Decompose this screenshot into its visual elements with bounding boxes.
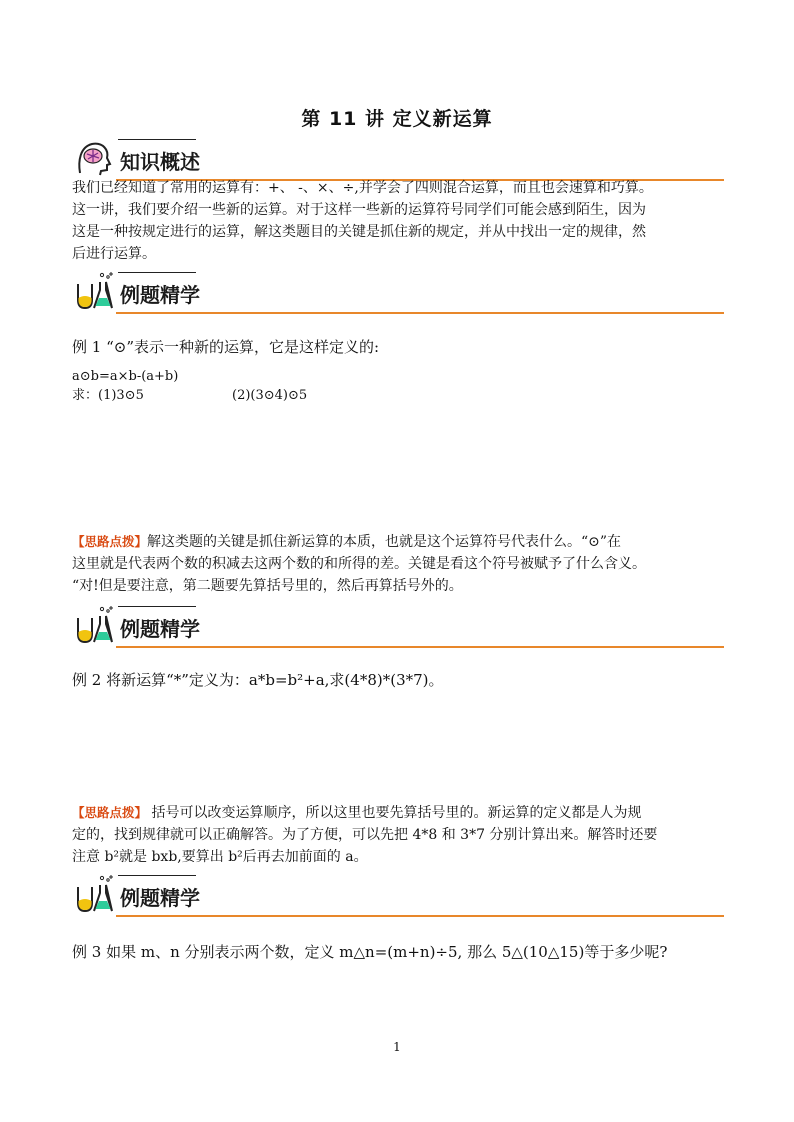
example-1-hint: [72, 531, 724, 597]
flask-icon: [72, 270, 114, 312]
section-header-example-2: [72, 604, 724, 650]
hint-tag: 【思路点拨】: [72, 534, 148, 549]
page-number: 1: [393, 1040, 401, 1054]
intro-line: 后进行运算。: [72, 246, 156, 262]
example-1-definition: a⊙b=a×b-(a+b): [72, 369, 179, 384]
hint-line: 这里就是代表两个数的积减去这两个数的和所得的差。关键是看这个符号被赋予了什么含义。: [72, 556, 646, 572]
example-2-hint: [72, 802, 724, 868]
hint-line: 注意 b²就是 bxb,要算出 b²后再去加前面的 a。: [72, 849, 368, 865]
section-title-example-3: 例题精学: [120, 886, 200, 910]
section-title-example-1: 例题精学: [120, 283, 200, 307]
section-title-example-2: 例题精学: [120, 617, 200, 641]
brain-head-icon: [72, 137, 114, 179]
example-1-heading: 例 1 “⊙”表示一种新的运算，它是这样定义的:: [72, 338, 380, 356]
hint-line: 括号可以改变运算顺序，所以这里也要先算括号里的。新运算的定义都是人为规: [147, 805, 642, 821]
hint-line: “对!但是要注意，第二题要先算括号里的，然后再算括号外的。: [72, 578, 463, 594]
section-header-example-1: [72, 270, 724, 316]
example-1-question-1: 求：(1)3⊙5: [72, 388, 144, 403]
intro-line: 我们已经知道了常用的运算有：+、 -、×、÷,并学会了四则混合运算，而且也会速算和巧算。: [72, 180, 653, 196]
page-title: 第 11 讲 定义新运算: [301, 108, 493, 130]
example-1-question-2: (2)(3⊙4)⊙5: [232, 388, 308, 403]
intro-line: 这一讲，我们要介绍一些新的运算。对于这样一些新的运算符号同学们可能会感到陌生，因为: [72, 202, 646, 218]
hint-tag: 【思路点拨】: [72, 805, 148, 820]
flask-icon: [72, 604, 114, 646]
intro-line: 这是一种按规定进行的运算，解这类题目的关键是抓住新的规定，并从中找出一定的规律，然: [72, 224, 646, 240]
section-header-example-3: [72, 873, 724, 919]
example-3-heading: 例 3 如果 m、n 分别表示两个数，定义 m△n=(m+n)÷5, 那么 5△(10△15)等于多少呢?: [72, 943, 668, 961]
example-2-heading: 例 2 将新运算“*”定义为：a*b=b²+a,求(4*8)*(3*7)。: [72, 671, 444, 689]
intro-paragraph: [72, 177, 724, 265]
hint-line: 解这类题的关键是抓住新运算的本质，也就是这个运算符号代表什么。“⊙”在: [147, 534, 622, 550]
section-title-overview: 知识概述: [120, 150, 200, 174]
hint-line: 定的，找到规律就可以正确解答。为了方便，可以先把 4*8 和 3*7 分别计算出来。解答时还要: [72, 827, 658, 843]
flask-icon: [72, 873, 114, 915]
